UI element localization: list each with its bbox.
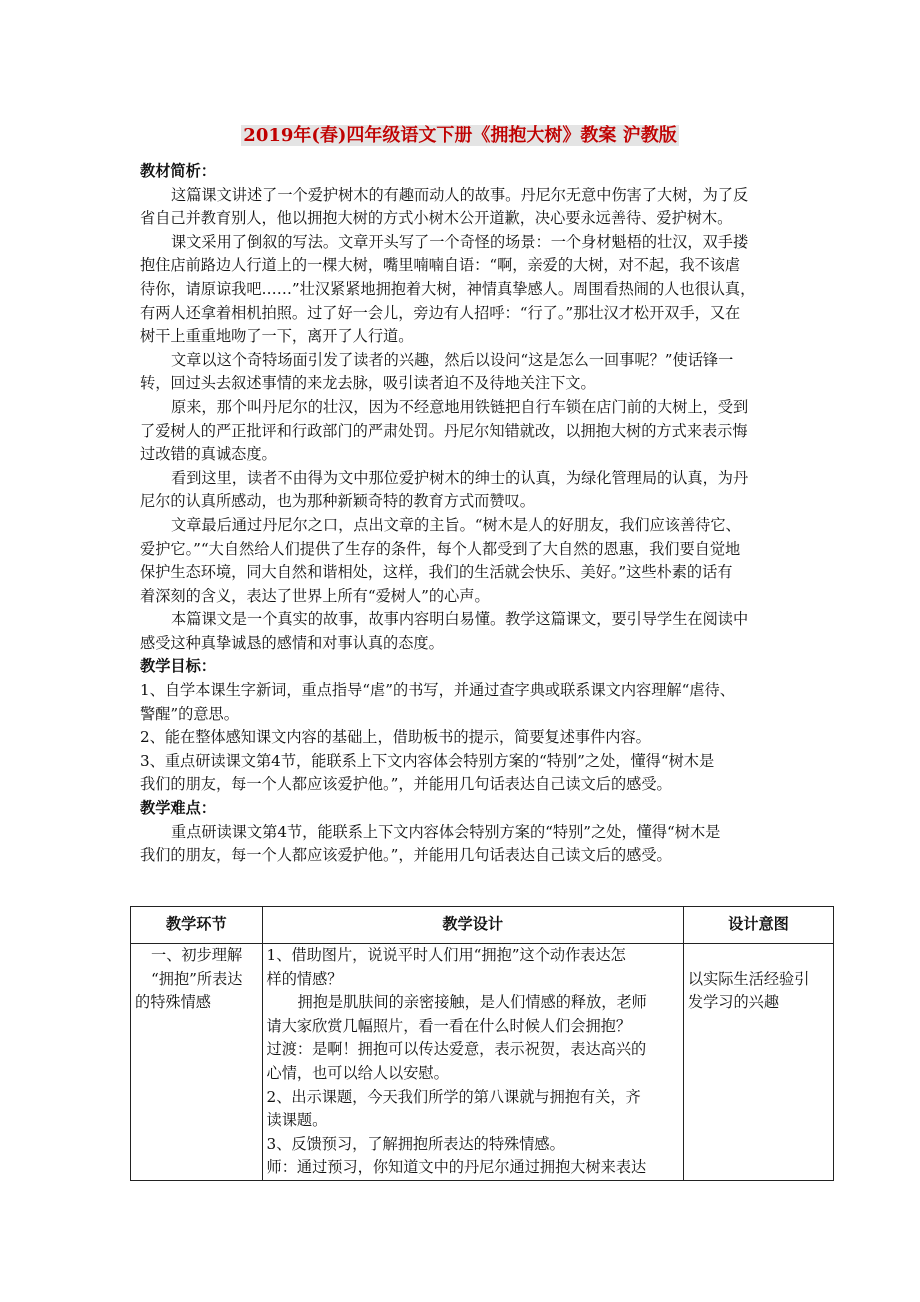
cell-line: 以实际生活经验引	[687, 969, 810, 988]
paragraph-line: 这篇课文讲述了一个爱护树木的有趣而动人的故事。丹尼尔无意中伤害了大树，为了反	[171, 185, 749, 204]
section-heading: 教学目标：	[140, 657, 216, 676]
cell-line: 一、初步理解	[151, 946, 243, 964]
section-heading: 教学难点：	[140, 799, 216, 818]
cell-line: 读课题。	[266, 1111, 328, 1130]
paragraph-line: 省自己并教育别人，他以拥抱大树的方式小树木公开道歉，决心要永远善待、爱护树木。	[140, 209, 733, 228]
document-body	[140, 160, 830, 868]
paragraph-line: 尼尔的认真所感动，也为那种新颖奇特的教育方式而赞叹。	[140, 492, 535, 511]
cell-line: 过渡：是啊！拥抱可以传达爱意，表示祝贺，表达高兴的	[266, 1040, 647, 1059]
paragraph-line: 了爱树人的严正批评和行政部门的严肃处罚。丹尼尔知错就改，以拥抱大树的方式来表示悔	[140, 421, 748, 440]
paragraph-line: 保护生态环境，同大自然和谐相处，这样，我们的生活就会快乐、美好。”这些朴素的话有	[140, 563, 733, 582]
header-design: 教学设计	[262, 907, 683, 944]
cell-line: 3、反馈预习，了解拥抱所表达的特殊情感。	[266, 1134, 565, 1153]
cell-line: 发学习的兴趣	[687, 993, 780, 1012]
paragraph-line: 着深刻的含义，表达了世界上所有“爱树人”的心声。	[140, 586, 490, 605]
cell-line: 1、借助图片，说说平时人们用“拥抱”这个动作表达怎	[266, 946, 626, 964]
paragraph-line: 课文采用了倒叙的写法。文章开头写了一个奇怪的场景：一个身材魁梧的壮汉，双手搂	[171, 232, 749, 251]
lesson-plan-table	[130, 906, 834, 1181]
paragraph-line: 2、能在整体感知课文内容的基础上，借助板书的提示，简要复述事件内容。	[140, 728, 651, 747]
section-heading: 教材简析：	[140, 162, 216, 180]
paragraph-line: 文章最后通过丹尼尔之口，点出文章的主旨。“树木是人的好朋友，我们应该善待它、	[171, 515, 741, 534]
cell-intent	[683, 944, 833, 1181]
cell-line: 的特殊情感	[135, 993, 211, 1012]
paragraph-line: 过改错的真诚态度。	[140, 445, 277, 464]
paragraph-line: 我们的朋友，每一个人都应该爱护他。”，并能用几句话表达自己读文后的感受。	[140, 846, 672, 865]
paragraph-line: 爱护它。”“大自然给人们提供了生存的条件，每个人都受到了大自然的恩惠，我们要自觉地	[140, 539, 741, 558]
paragraph-line: 3、重点研读课文第4节，能联系上下文内容体会特别方案的“特别”之处，懂得“树木是	[140, 751, 715, 770]
paragraph-line: 转，回过头去叙述事情的来龙去脉，吸引读者迫不及待地关注下文。	[140, 374, 596, 393]
document-title-text: 2019年(春)四年级语文下册《拥抱大树》教案 沪教版	[243, 125, 677, 146]
cell-line: “拥抱”所表达	[151, 969, 243, 988]
paragraph-line: 原来，那个叫丹尼尔的壮汉，因为不经意地用铁链把自行车锁在店门前的大树上，受到	[171, 397, 749, 416]
cell-line	[688, 944, 829, 968]
table-header-row	[131, 907, 834, 944]
paragraph-line: 警醒”的意思。	[140, 704, 239, 723]
cell-design	[262, 944, 683, 1181]
cell-line: 请大家欣赏几幅照片，看一看在什么时候人们会拥抱？	[266, 1016, 632, 1035]
cell-line: 2、出示课题，今天我们所学的第八课就与拥抱有关，齐	[266, 1087, 641, 1106]
cell-line: 心情，也可以给人以安慰。	[266, 1063, 449, 1082]
table-row	[131, 944, 834, 1181]
paragraph-line: 有两人还拿着相机拍照。过了好一会儿，旁边有人招呼：“行了。”那壮汉才松开双手，又在	[140, 303, 741, 322]
paragraph-line: 待你，请原谅我吧……”壮汉紧紧地拥抱着大树，神情真挚感人。周围看热闹的人也很认真，	[140, 279, 756, 298]
paragraph-line: 1、自学本课生字新词，重点指导“虐”的书写，并通过查字典或联系课文内容理解“虐待、	[140, 681, 735, 700]
paragraph-line: 感受这种真挚诚恳的感情和对事认真的态度。	[140, 633, 444, 652]
header-intent: 设计意图	[683, 907, 833, 944]
header-stage: 教学环节	[131, 907, 263, 944]
paragraph-line: 本篇课文是一个真实的故事，故事内容明白易懂。教学这篇课文，要引导学生在阅读中	[171, 610, 749, 629]
cell-line: 样的情感？	[266, 969, 343, 988]
cell-line: 师：通过预习，你知道文中的丹尼尔通过拥抱大树来表达	[266, 1158, 647, 1177]
cell-stage	[131, 944, 263, 1181]
paragraph-line: 重点研读课文第4节，能联系上下文内容体会特别方案的“特别”之处，懂得“树木是	[171, 822, 721, 841]
paragraph-line: 文章以这个奇特场面引发了读者的兴趣，然后以设问“这是怎么一回事呢？”使话锋一	[171, 350, 734, 369]
paragraph-line: 看到这里，读者不由得为文中那位爱护树木的绅士的认真，为绿化管理局的认真，为丹	[171, 468, 749, 487]
paragraph-line: 树干上重重地吻了一下，离开了人行道。	[140, 327, 414, 346]
document-title	[0, 124, 920, 148]
paragraph-line: 我们的朋友，每一个人都应该爱护他。”，并能用几句话表达自己读文后的感受。	[140, 775, 672, 794]
cell-line: 拥抱是肌肤间的亲密接触，是人们情感的释放，老师	[297, 993, 647, 1012]
paragraph-line: 抱住店前路边人行道上的一棵大树，嘴里喃喃自语：“啊，亲爱的大树，对不起，我不该虐	[140, 256, 741, 275]
